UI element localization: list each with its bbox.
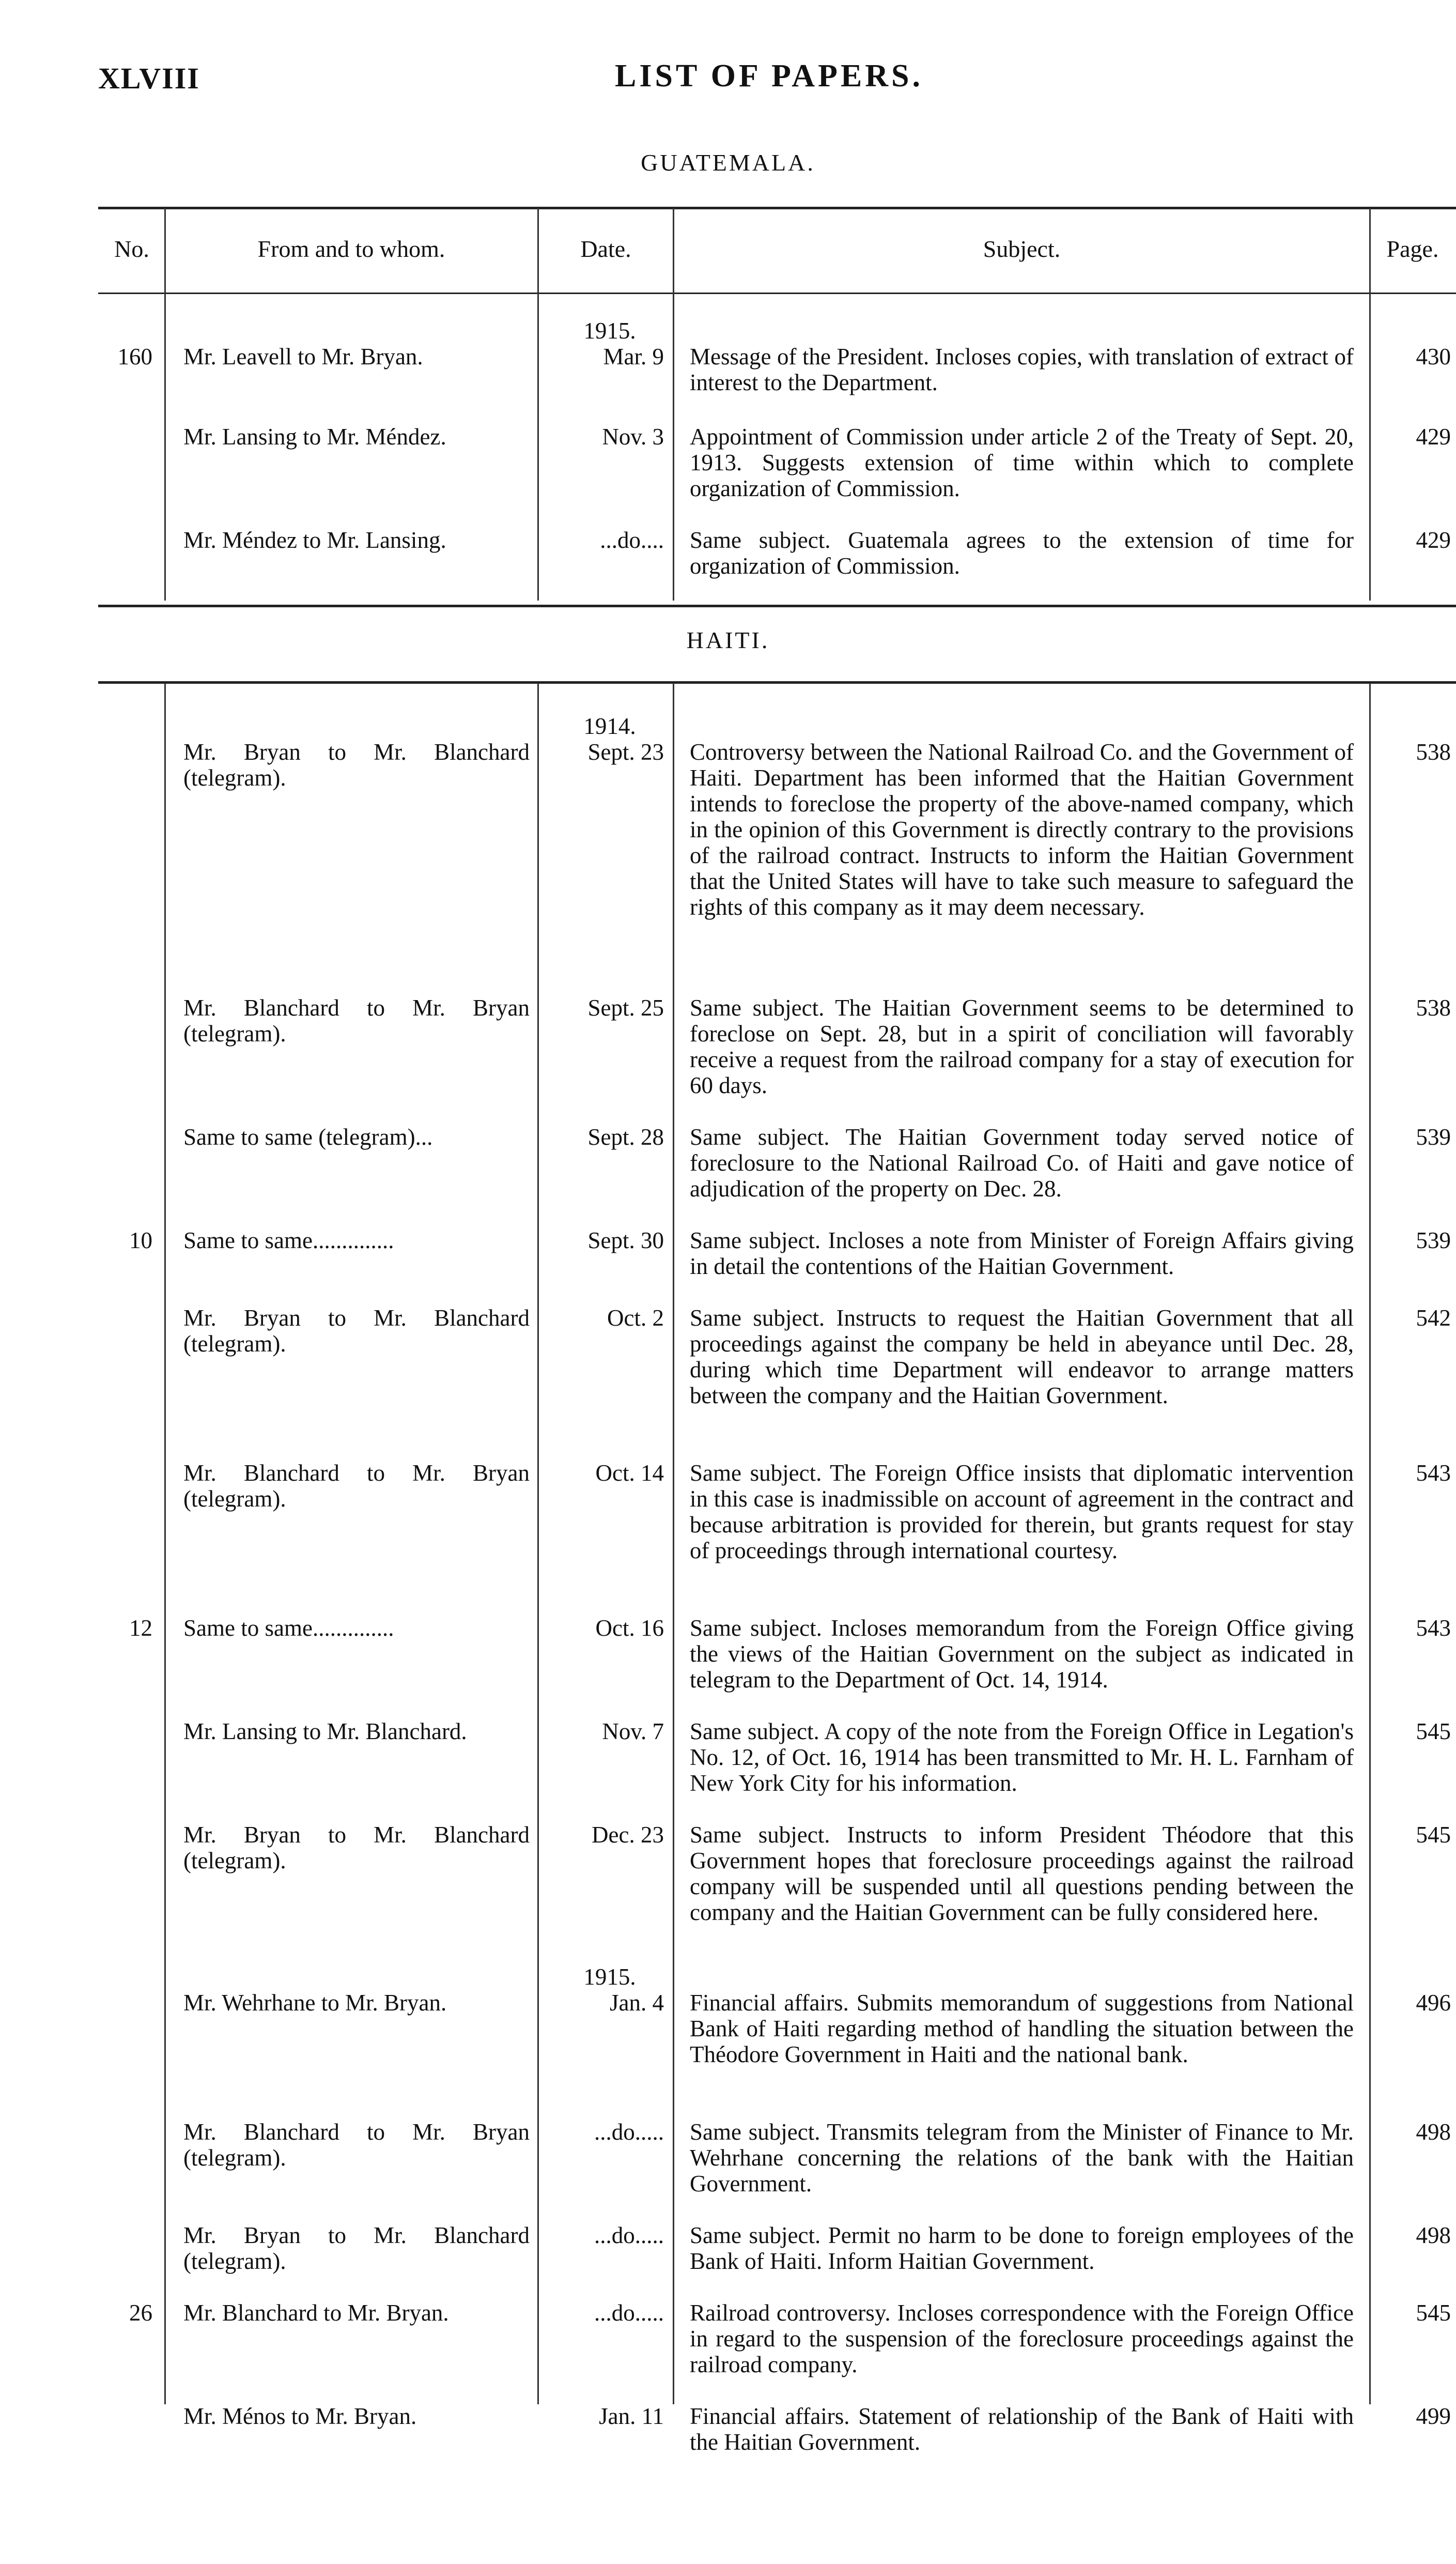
page-number: XLVIII bbox=[98, 62, 200, 95]
column-header-subject: Subject. bbox=[983, 236, 1061, 262]
date: ...do..... bbox=[594, 2119, 664, 2145]
subject: Same subject. The Haitian Government today served notice of foreclosure to the National Railroad Co. of Haiti and gave notice of adjudication of the property on Dec. 28. bbox=[690, 1124, 1354, 1202]
from-to: Mr. Bryan to Mr. Blanchard (telegram). bbox=[183, 1822, 530, 1874]
column-divider bbox=[537, 683, 539, 2404]
subject: Financial affairs. Statement of relationship of the Bank of Haiti with the Haitian Government. bbox=[690, 2403, 1354, 2455]
from-to: Mr. Lansing to Mr. Méndez. bbox=[183, 424, 446, 450]
from-to: Mr. Blanchard to Mr. Bryan (telegram). bbox=[183, 1460, 530, 1512]
column-header-from: From and to whom. bbox=[257, 236, 445, 262]
date: Nov. 7 bbox=[602, 1718, 664, 1744]
date: ...do..... bbox=[594, 2222, 664, 2248]
from-to: Mr. Méndez to Mr. Lansing. bbox=[183, 527, 446, 553]
date: Sept. 30 bbox=[587, 1227, 664, 1253]
from-to: Mr. Leavell to Mr. Bryan. bbox=[183, 344, 423, 370]
subject: Same subject. Instructs to request the Haitian Government that all proceedings against the company be held in abeyance until Dec. 28, during which time Department will endeavor to arrange matters between the company and the Haitian Government. bbox=[690, 1305, 1354, 1408]
date: Jan. 4 bbox=[610, 1990, 664, 2016]
column-header-no: No. bbox=[114, 236, 149, 262]
table-top-rule bbox=[98, 681, 1456, 684]
document-number: 26 bbox=[129, 2300, 152, 2326]
subject: Same subject. Permit no harm to be done to foreign employees of the Bank of Haiti. Inform Haitian Government. bbox=[690, 2222, 1354, 2274]
subject: Railroad controversy. Incloses correspondence with the Foreign Office in regard to the suspension of the foreclosure proceedings against the railroad company. bbox=[690, 2300, 1354, 2377]
from-to: Mr. Bryan to Mr. Blanchard (telegram). bbox=[183, 2222, 530, 2274]
column-divider bbox=[673, 683, 674, 2404]
page-ref: 498 bbox=[1416, 2222, 1451, 2248]
section-title-guatemala: GUATEMALA. bbox=[641, 149, 815, 176]
from-to: Mr. Blanchard to Mr. Bryan (telegram). bbox=[183, 995, 530, 1047]
subject: Same subject. A copy of the note from the Foreign Office in Legation's No. 12, of Oct. 16, 1914 has been transmitted to Mr. H. L. Farnham of New York City for his information. bbox=[690, 1718, 1354, 1796]
page-ref: 496 bbox=[1416, 1990, 1451, 2016]
document-number: 10 bbox=[129, 1227, 152, 1253]
section-title-haiti: HAITI. bbox=[686, 627, 770, 653]
column-divider bbox=[537, 208, 539, 601]
date: ...do..... bbox=[594, 2300, 664, 2326]
subject: Same subject. The Haitian Government seems to be determined to foreclose on Sept. 28, but in a spirit of conciliation will favorably receive a request from the railroad company for a stay of execution for 60 days. bbox=[690, 995, 1354, 1098]
page-ref: 545 bbox=[1416, 2300, 1451, 2326]
from-to: Same to same.............. bbox=[183, 1615, 394, 1641]
section-rule bbox=[98, 605, 1456, 607]
subject: Same subject. Incloses a note from Minister of Foreign Affairs giving in detail the contentions of the Haitian Government. bbox=[690, 1227, 1354, 1279]
column-divider bbox=[164, 208, 166, 601]
page-ref: 430 bbox=[1416, 344, 1451, 370]
from-to: Same to same.............. bbox=[183, 1227, 394, 1253]
header-rule bbox=[98, 293, 1456, 294]
from-to: Mr. Bryan to Mr. Blanchard (telegram). bbox=[183, 1305, 530, 1357]
date: Nov. 3 bbox=[602, 424, 664, 450]
subject: Same subject. Incloses memorandum from the Foreign Office giving the views of the Haitian Government on the subject as indicated in telegram to the Department of Oct. 14, 1914. bbox=[690, 1615, 1354, 1693]
from-to: Same to same (telegram)... bbox=[183, 1124, 433, 1150]
date: Dec. 23 bbox=[592, 1822, 664, 1848]
page-ref: 538 bbox=[1416, 739, 1451, 765]
subject: Controversy between the National Railroad Co. and the Government of Haiti. Department has been informed that the Haitian Government intends to foreclose the property of the above-named company, which in the opinion of this Government is directly contrary to the provisions of the railroad contract. Instructs to inform the Haitian Government that the United States will have to take such measure to safeguard the rights of this company as it may deem necessary. bbox=[690, 739, 1354, 920]
column-divider bbox=[1369, 683, 1371, 2404]
table-top-rule bbox=[98, 207, 1456, 209]
page-ref: 543 bbox=[1416, 1615, 1451, 1641]
from-to: Mr. Blanchard to Mr. Bryan (telegram). bbox=[183, 2119, 530, 2171]
page-ref: 543 bbox=[1416, 1460, 1451, 1486]
page-ref: 499 bbox=[1416, 2403, 1451, 2429]
date: Oct. 14 bbox=[595, 1460, 664, 1486]
year-label: 1915. bbox=[583, 1964, 636, 1990]
date: Mar. 9 bbox=[603, 344, 664, 370]
column-divider bbox=[164, 683, 166, 2404]
date: Sept. 25 bbox=[587, 995, 664, 1021]
subject: Message of the President. Incloses copies, with translation of extract of interest to the Department. bbox=[690, 344, 1354, 395]
page-ref: 545 bbox=[1416, 1718, 1451, 1744]
year-label: 1915. bbox=[583, 318, 636, 344]
date: Sept. 23 bbox=[587, 739, 664, 765]
subject: Same subject. Instructs to inform President Théodore that this Government hopes that foreclosure proceedings against the railroad company will be suspended until all questions pending between the company and the Haitian Government can be fully considered here. bbox=[690, 1822, 1354, 1925]
from-to: Mr. Bryan to Mr. Blanchard (telegram). bbox=[183, 739, 530, 791]
page-title: LIST OF PAPERS. bbox=[615, 58, 924, 94]
date: Oct. 16 bbox=[595, 1615, 664, 1641]
page-ref: 542 bbox=[1416, 1305, 1451, 1331]
page-ref: 429 bbox=[1416, 527, 1451, 553]
year-label: 1914. bbox=[583, 713, 636, 739]
subject: Same subject. Guatemala agrees to the extension of time for organization of Commission. bbox=[690, 527, 1354, 579]
subject: Same subject. The Foreign Office insists that diplomatic intervention in this case is inadmissible on account of agreement in the contract and because arbitration is provided for therein, but grants request for stay of proceedings through international courtesy. bbox=[690, 1460, 1354, 1563]
page-ref: 539 bbox=[1416, 1124, 1451, 1150]
subject: Appointment of Commission under article 2 of the Treaty of Sept. 20, 1913. Suggests extension of time within which to complete organization of Commission. bbox=[690, 424, 1354, 501]
from-to: Mr. Ménos to Mr. Bryan. bbox=[183, 2403, 417, 2429]
subject: Financial affairs. Submits memorandum of suggestions from National Bank of Haiti regarding method of handling the situation between the Théodore Government in Haiti and the national bank. bbox=[690, 1990, 1354, 2067]
date: Jan. 11 bbox=[599, 2403, 664, 2429]
from-to: Mr. Lansing to Mr. Blanchard. bbox=[183, 1718, 467, 1744]
date: Sept. 28 bbox=[587, 1124, 664, 1150]
page-ref: 539 bbox=[1416, 1227, 1451, 1253]
page-ref: 538 bbox=[1416, 995, 1451, 1021]
date: Oct. 2 bbox=[607, 1305, 664, 1331]
page-ref: 429 bbox=[1416, 424, 1451, 450]
column-divider bbox=[673, 208, 674, 601]
subject: Same subject. Transmits telegram from the Minister of Finance to Mr. Wehrhane concerning the relations of the bank with the Haitian Government. bbox=[690, 2119, 1354, 2197]
column-header-page: Page. bbox=[1386, 236, 1439, 262]
page-ref: 498 bbox=[1416, 2119, 1451, 2145]
column-header-date: Date. bbox=[580, 236, 631, 262]
date: ...do.... bbox=[600, 527, 664, 553]
document-number: 12 bbox=[129, 1615, 152, 1641]
from-to: Mr. Blanchard to Mr. Bryan. bbox=[183, 2300, 449, 2326]
from-to: Mr. Wehrhane to Mr. Bryan. bbox=[183, 1990, 447, 2016]
page-ref: 545 bbox=[1416, 1822, 1451, 1848]
document-number: 160 bbox=[117, 344, 152, 370]
